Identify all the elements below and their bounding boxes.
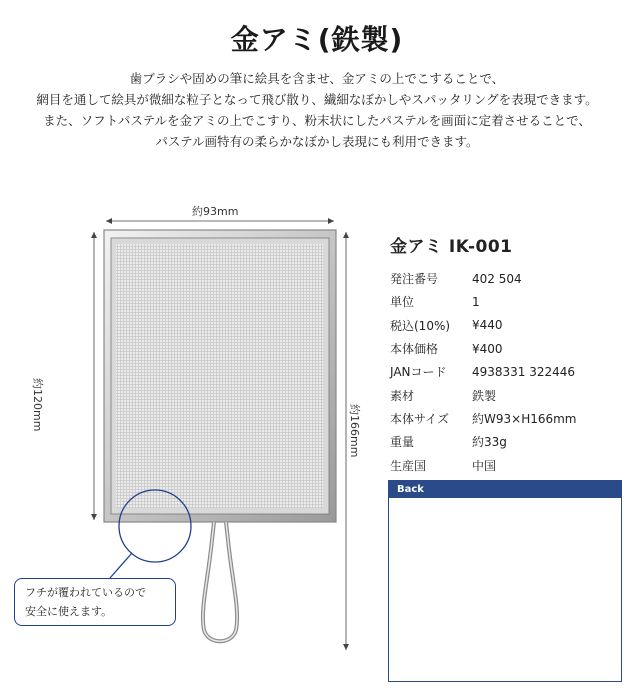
total-height-label: 約166mm (348, 404, 361, 458)
spec-value: ¥440 (472, 318, 503, 333)
spec-row (390, 337, 630, 360)
spec-label: 素材 (390, 388, 415, 403)
spec-label: 本体サイズ (390, 411, 450, 426)
spec-value: 鉄製 (472, 388, 497, 403)
spec-value: 402 504 (472, 271, 522, 286)
spec-row (390, 453, 630, 476)
spec-value: ¥400 (472, 341, 503, 356)
spec-label: 単位 (390, 295, 415, 310)
spec-row (390, 360, 630, 383)
safety-callout (14, 578, 176, 626)
spec-label: 発注番号 (390, 272, 439, 287)
spec-label: JANコード (390, 365, 447, 380)
back-view-panel (388, 480, 622, 682)
spec-value: 4938331 322446 (472, 364, 576, 379)
spec-label: 税込(10%) (390, 318, 451, 333)
spec-table (390, 232, 630, 477)
mesh-handle (203, 522, 237, 641)
spec-row (390, 267, 630, 290)
spec-row (390, 430, 630, 453)
page-title: 金アミ(鉄製) (230, 23, 404, 56)
spec-label: 生産国 (390, 458, 427, 473)
spec-value: 約33g (472, 435, 507, 450)
mesh-height-label: 約120mm (31, 378, 44, 432)
spec-label: 重量 (390, 435, 415, 450)
spec-row (390, 383, 630, 406)
callout-line: フチが覆われているので (25, 586, 146, 599)
spec-value: 約W93×H166mm (472, 411, 577, 426)
product-name: 金アミ IK-001 (390, 237, 513, 257)
intro-line: 歯ブラシや固めの筆に絵具を含ませ、金アミの上でこすることで、 (129, 71, 505, 86)
width-label: 約93mm (192, 205, 239, 218)
intro-line: 網目を通して絵具が微細な粒子となって飛び散り、繊細なぼかしやスパッタリングを表現できます。 (36, 92, 598, 107)
spec-row (390, 290, 630, 313)
callout-line: 安全に使えます。 (25, 605, 113, 618)
intro-line: また、ソフトパステルを金アミの上でこすり、粉末状にしたパステルを画面に定着させることで、 (43, 113, 591, 128)
spec-row (390, 407, 630, 430)
back-label: Back (389, 481, 621, 498)
spec-value: 1 (472, 294, 480, 309)
spec-value: 中国 (472, 458, 497, 473)
spec-row (390, 314, 630, 337)
intro-line: パステル画特有の柔らかなぼかし表現にも利用できます。 (155, 134, 479, 149)
spec-label: 本体価格 (390, 342, 439, 357)
